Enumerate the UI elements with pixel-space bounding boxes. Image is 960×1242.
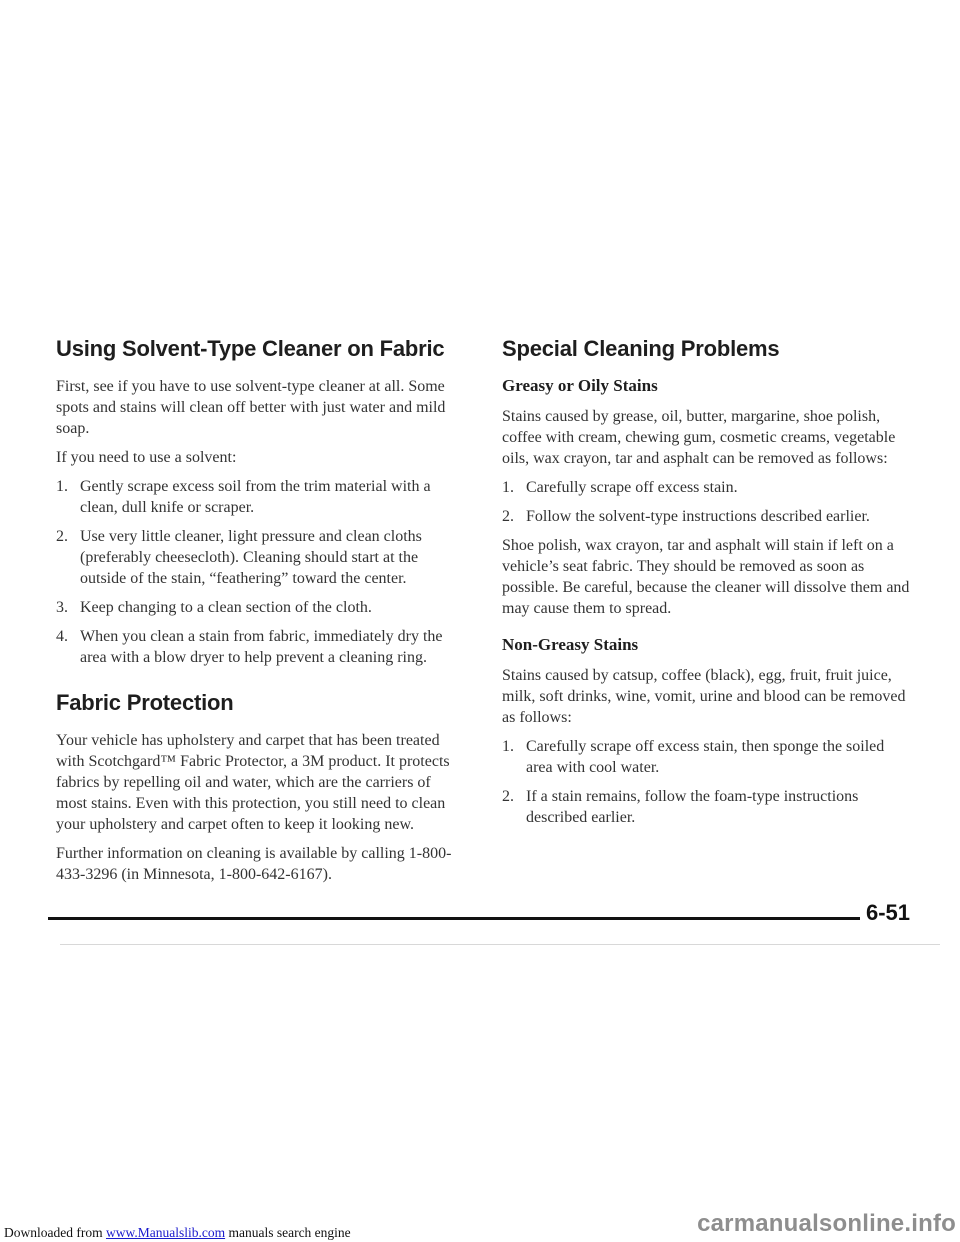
solvent-intro-paragraph: First, see if you have to use solvent-type cleaner at all. Some spots and stains will clean off better with just water and mild soap. xyxy=(56,378,446,437)
right-column xyxy=(502,336,914,836)
manualslib-link[interactable]: www.Manualslib.com xyxy=(105,1225,226,1240)
divider xyxy=(60,944,940,945)
download-prefix: Downloaded from xyxy=(4,1225,106,1240)
greasy-intro-paragraph: Stains caused by grease, oil, butter, margarine, shoe polish, coffee with cream, chewing gum, cosmetic creams, vegetable oils, wax crayon, tar and asphalt can be removed as follows: xyxy=(502,408,896,467)
list-item xyxy=(502,506,914,527)
step-number: 4. xyxy=(56,628,68,645)
step-text: Keep changing to a clean section of the cloth. xyxy=(80,599,372,616)
solvent-cleaner-heading: Using Solvent-Type Cleaner on Fabric xyxy=(56,336,445,361)
special-cleaning-heading: Special Cleaning Problems xyxy=(502,336,780,361)
list-item xyxy=(502,786,914,828)
non-greasy-stains-subheading: Non-Greasy Stains xyxy=(502,635,639,654)
step-text: Gently scrape excess soil from the trim material with a clean, dull knife or scraper. xyxy=(80,478,431,516)
non-greasy-intro-paragraph: Stains caused by catsup, coffee (black), egg, fruit, fruit juice, milk, soft drinks, wine, vomit, urine and blood can be removed as follows: xyxy=(502,667,906,726)
list-item xyxy=(502,477,914,498)
download-suffix: manuals search engine xyxy=(225,1225,351,1240)
non-greasy-steps-list xyxy=(502,736,914,828)
download-footer xyxy=(4,1225,351,1241)
solvent-steps-list xyxy=(56,476,458,668)
solvent-lead-paragraph: If you need to use a solvent: xyxy=(56,449,237,466)
watermark-logo: carmanualsonline.info xyxy=(697,1210,956,1237)
step-text: If a stain remains, follow the foam-type instructions described earlier. xyxy=(526,788,859,826)
list-item xyxy=(502,736,914,778)
greasy-steps-list xyxy=(502,477,914,527)
step-text: Carefully scrape off excess stain, then sponge the soiled area with cool water. xyxy=(526,738,885,776)
step-number: 3. xyxy=(56,599,68,616)
fabric-protection-heading: Fabric Protection xyxy=(56,690,234,715)
page-number: 6-51 xyxy=(866,900,911,925)
fabric-protection-paragraph: Your vehicle has upholstery and carpet that has been treated with Scotchgard™ Fabric Protector, a 3M product. It protects fabrics by repelling oil and water, which are the carriers of most stains. Even with this protection, you still need to clean your upholstery and carpet often to keep it looking new. xyxy=(56,732,450,833)
step-text: Carefully scrape off excess stain. xyxy=(526,479,738,496)
list-item xyxy=(56,476,458,518)
left-column xyxy=(56,336,458,893)
step-number: 1. xyxy=(56,478,68,495)
step-text: When you clean a stain from fabric, immediately dry the area with a blow dryer to help prevent a cleaning ring. xyxy=(80,628,443,666)
further-information-paragraph: Further information on cleaning is available by calling 1-800-433-3296 (in Minnesota, 1-800-642-6167). xyxy=(56,845,452,883)
greasy-warning-paragraph: Shoe polish, wax crayon, tar and asphalt will stain if left on a vehicle’s seat fabric. They should be removed as soon as possible. Be careful, because the cleaner will dissolve them and may cause them to spread. xyxy=(502,537,910,617)
list-item xyxy=(56,597,458,618)
list-item xyxy=(56,526,458,589)
step-number: 2. xyxy=(502,788,514,805)
list-item xyxy=(56,626,458,668)
step-number: 2. xyxy=(502,508,514,525)
step-number: 1. xyxy=(502,738,514,755)
step-text: Use very little cleaner, light pressure and clean cloths (preferably cheesecloth). Cleaning should start at the outside of the stain, “feathering” toward the center. xyxy=(80,528,422,587)
step-number: 1. xyxy=(502,479,514,496)
greasy-stains-subheading: Greasy or Oily Stains xyxy=(502,376,658,395)
step-number: 2. xyxy=(56,528,68,545)
step-text: Follow the solvent-type instructions described earlier. xyxy=(526,508,870,525)
page-rule xyxy=(48,917,860,920)
